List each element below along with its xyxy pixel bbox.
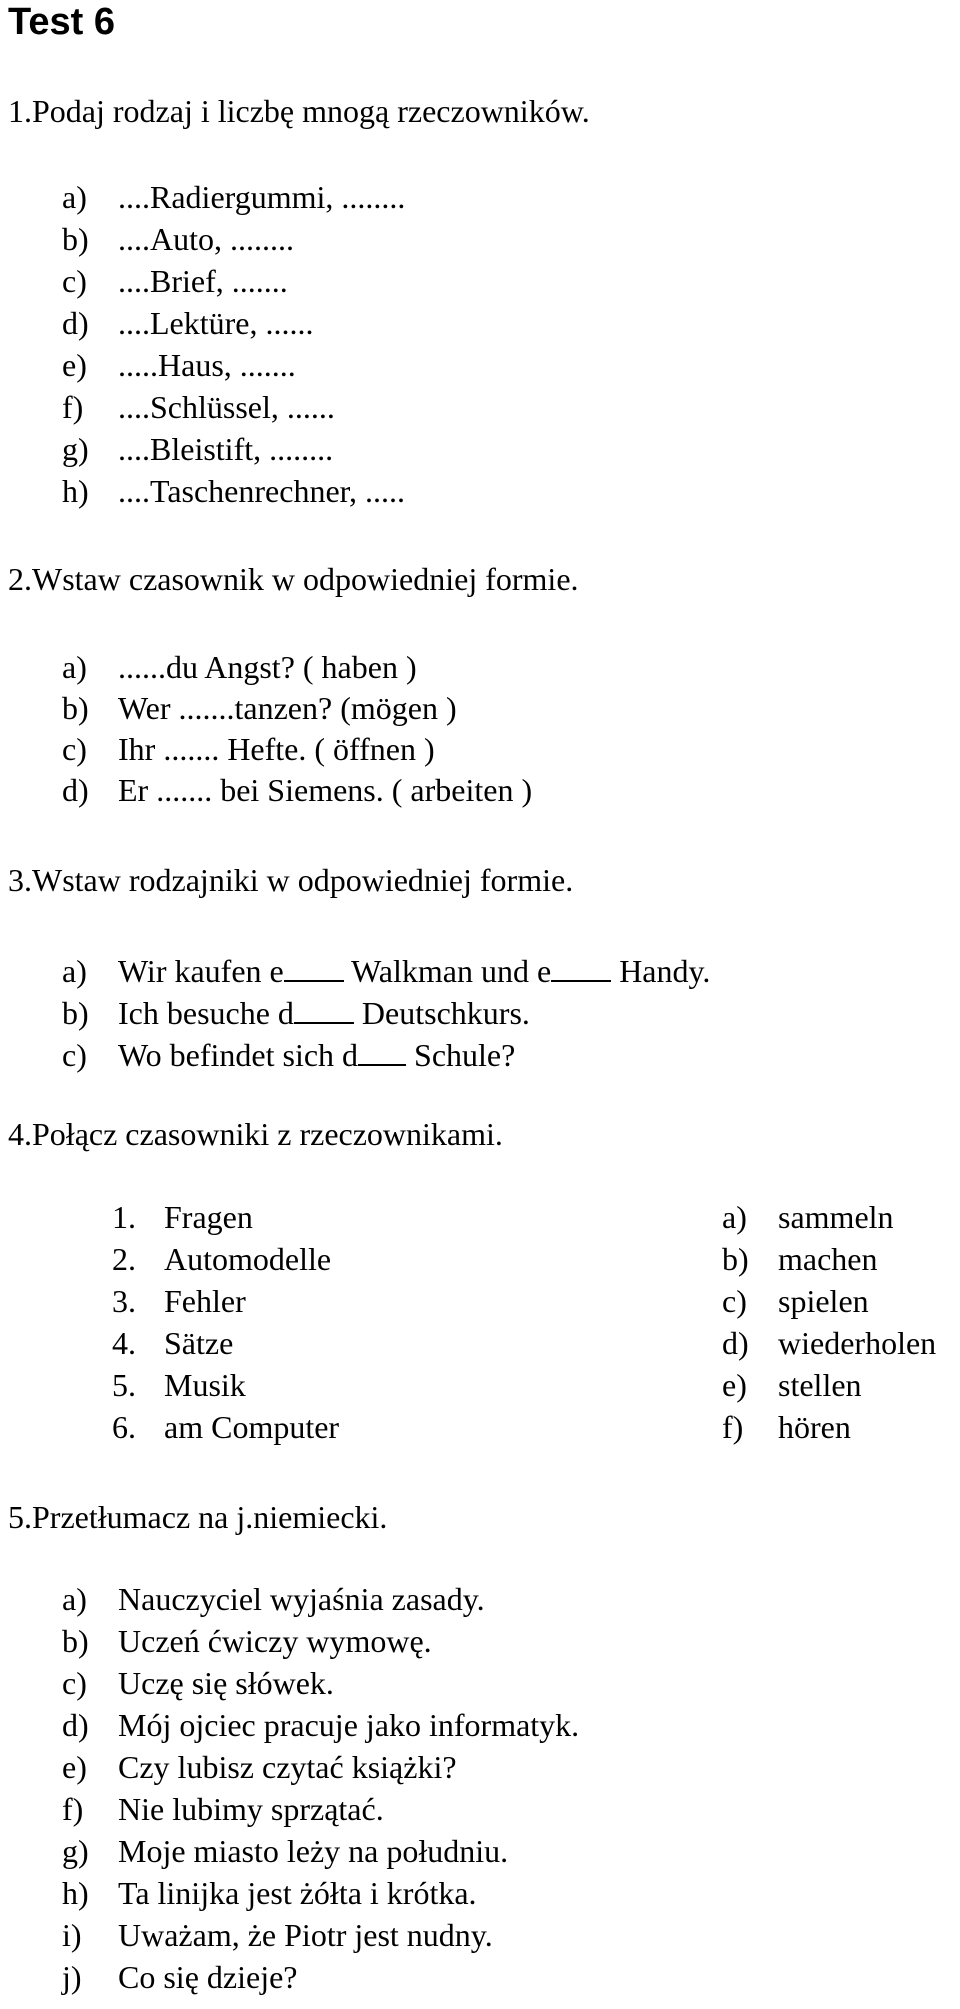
item-text: Co się dzieje? xyxy=(118,1959,298,1995)
list-item xyxy=(62,1788,579,1830)
answer-blank xyxy=(284,950,344,982)
section-5-heading: 5.Przetłumacz na j.niemiecki. xyxy=(8,1499,388,1535)
item-text: Wir kaufen e xyxy=(118,953,284,989)
item-label: d) xyxy=(62,772,89,808)
list-item xyxy=(62,646,532,687)
list-item xyxy=(62,218,405,260)
list-item xyxy=(62,1872,579,1914)
list-item xyxy=(62,176,405,218)
item-label: f) xyxy=(62,389,84,425)
section-3-heading: 3.Wstaw rodzajniki w odpowiedniej formie. xyxy=(8,862,574,898)
item-text: .....Haus, ....... xyxy=(118,347,296,383)
item-label: i) xyxy=(62,1917,82,1953)
item-label: c) xyxy=(62,1037,87,1073)
list-item xyxy=(62,1830,579,1872)
item-label: b) xyxy=(62,995,89,1031)
list-item xyxy=(722,1280,936,1322)
item-text: Wer .......tanzen? (mögen ) xyxy=(118,690,457,726)
item-label: f) xyxy=(62,1791,84,1827)
list-item xyxy=(62,1956,579,1998)
nouns-list xyxy=(112,1196,339,1448)
item-label: 3. xyxy=(112,1283,136,1319)
list-item xyxy=(112,1322,339,1364)
list-item xyxy=(112,1238,339,1280)
item-label: e) xyxy=(62,1749,87,1785)
item-label: a) xyxy=(62,179,87,215)
item-label: a) xyxy=(62,1581,87,1617)
item-text: Uczeń ćwiczy wymowę. xyxy=(118,1623,432,1659)
section-1-list xyxy=(62,176,405,512)
item-text: Automodelle xyxy=(164,1241,332,1277)
item-text: Nie lubimy sprzątać. xyxy=(118,1791,384,1827)
list-item xyxy=(112,1406,339,1448)
item-label: d) xyxy=(62,305,89,341)
item-label: 2. xyxy=(112,1241,136,1277)
list-item xyxy=(62,470,405,512)
item-label: b) xyxy=(722,1241,749,1277)
list-item xyxy=(722,1322,936,1364)
item-label: 4. xyxy=(112,1325,136,1361)
answer-blank xyxy=(551,950,611,982)
item-text: ....Bleistift, ........ xyxy=(118,431,334,467)
item-label: a) xyxy=(62,953,87,989)
item-text: spielen xyxy=(778,1283,869,1319)
item-text: Czy lubisz czytać książki? xyxy=(118,1749,457,1785)
answer-blank xyxy=(294,992,354,1024)
item-text: Walkman und e xyxy=(343,953,552,989)
item-text: sammeln xyxy=(778,1199,894,1235)
item-text: Wo befindet sich d xyxy=(118,1037,359,1073)
answer-blank xyxy=(358,1034,406,1066)
list-item xyxy=(62,1578,579,1620)
item-text: Handy. xyxy=(611,953,711,989)
item-label: c) xyxy=(62,263,87,299)
list-item xyxy=(722,1406,936,1448)
item-text: am Computer xyxy=(164,1409,340,1445)
item-label: h) xyxy=(62,1875,89,1911)
item-label: 6. xyxy=(112,1409,136,1445)
section-2-list xyxy=(62,646,532,810)
item-text: Uważam, że Piotr jest nudny. xyxy=(118,1917,493,1953)
item-text: ....Brief, ....... xyxy=(118,263,288,299)
item-label: b) xyxy=(62,1623,89,1659)
list-item xyxy=(62,1746,579,1788)
item-label: g) xyxy=(62,1833,89,1869)
list-item xyxy=(722,1196,936,1238)
item-text: machen xyxy=(778,1241,878,1277)
list-item xyxy=(722,1364,936,1406)
item-text: Mój ojciec pracuje jako informatyk. xyxy=(118,1707,580,1743)
item-text: ....Radiergummi, ........ xyxy=(118,179,406,215)
list-item xyxy=(62,428,405,470)
item-label: d) xyxy=(62,1707,89,1743)
item-label: c) xyxy=(62,731,87,767)
item-text: Ihr ....... Hefte. ( öffnen ) xyxy=(118,731,435,767)
item-text: Fragen xyxy=(164,1199,253,1235)
section-2-heading: 2.Wstaw czasownik w odpowiedniej formie. xyxy=(8,561,579,597)
item-text: wiederholen xyxy=(778,1325,937,1361)
list-item xyxy=(62,992,710,1034)
item-text: Nauczyciel wyjaśnia zasady. xyxy=(118,1581,485,1617)
list-item xyxy=(62,1620,579,1662)
item-label: e) xyxy=(62,347,87,383)
item-label: a) xyxy=(722,1199,747,1235)
item-label: a) xyxy=(62,649,87,685)
item-text: Ich besuche d xyxy=(118,995,294,1031)
item-text: Ta linijka jest żółta i krótka. xyxy=(118,1875,477,1911)
item-label: d) xyxy=(722,1325,749,1361)
item-text: Deutschkurs. xyxy=(353,995,530,1031)
list-item xyxy=(62,950,710,992)
item-text: ....Auto, ........ xyxy=(118,221,294,257)
item-label: f) xyxy=(722,1409,744,1445)
list-item xyxy=(62,769,532,810)
item-label: 5. xyxy=(112,1367,136,1403)
list-item xyxy=(62,386,405,428)
list-item xyxy=(62,1704,579,1746)
item-label: c) xyxy=(62,1665,87,1701)
list-item xyxy=(62,302,405,344)
list-item xyxy=(112,1280,339,1322)
page-title: Test 6 xyxy=(8,1,116,43)
list-item xyxy=(112,1196,339,1238)
item-label: e) xyxy=(722,1367,747,1403)
item-text: Fehler xyxy=(164,1283,246,1319)
item-text: ......du Angst? ( haben ) xyxy=(118,649,417,685)
section-5-list xyxy=(62,1578,579,1998)
item-text: Er ....... bei Siemens. ( arbeiten ) xyxy=(118,772,533,808)
item-text: ....Schlüssel, ...... xyxy=(118,389,335,425)
list-item xyxy=(722,1238,936,1280)
item-text: Uczę się słówek. xyxy=(118,1665,334,1701)
item-text: Musik xyxy=(164,1367,246,1403)
list-item xyxy=(62,344,405,386)
list-item xyxy=(62,728,532,769)
item-text: Schule? xyxy=(406,1037,516,1073)
item-label: b) xyxy=(62,221,89,257)
section-3-list xyxy=(62,950,710,1076)
item-text: ....Taschenrechner, ..... xyxy=(118,473,406,509)
list-item xyxy=(62,1034,710,1076)
item-label: c) xyxy=(722,1283,747,1319)
list-item xyxy=(62,260,405,302)
item-label: b) xyxy=(62,690,89,726)
item-label: g) xyxy=(62,431,89,467)
item-label: h) xyxy=(62,473,89,509)
item-text: stellen xyxy=(778,1367,862,1403)
item-label: 1. xyxy=(112,1199,136,1235)
list-item xyxy=(62,1914,579,1956)
section-4-heading: 4.Połącz czasowniki z rzeczownikami. xyxy=(8,1116,503,1152)
list-item xyxy=(62,1662,579,1704)
item-text: hören xyxy=(778,1409,851,1445)
item-text: Sätze xyxy=(164,1325,234,1361)
item-text: Moje miasto leży na południu. xyxy=(118,1833,509,1869)
item-text: ....Lektüre, ...... xyxy=(118,305,314,341)
list-item xyxy=(62,687,532,728)
item-label: j) xyxy=(62,1959,82,1995)
list-item xyxy=(112,1364,339,1406)
verbs-list xyxy=(722,1196,936,1448)
section-1-heading: 1.Podaj rodzaj i liczbę mnogą rzeczowników. xyxy=(8,93,590,129)
